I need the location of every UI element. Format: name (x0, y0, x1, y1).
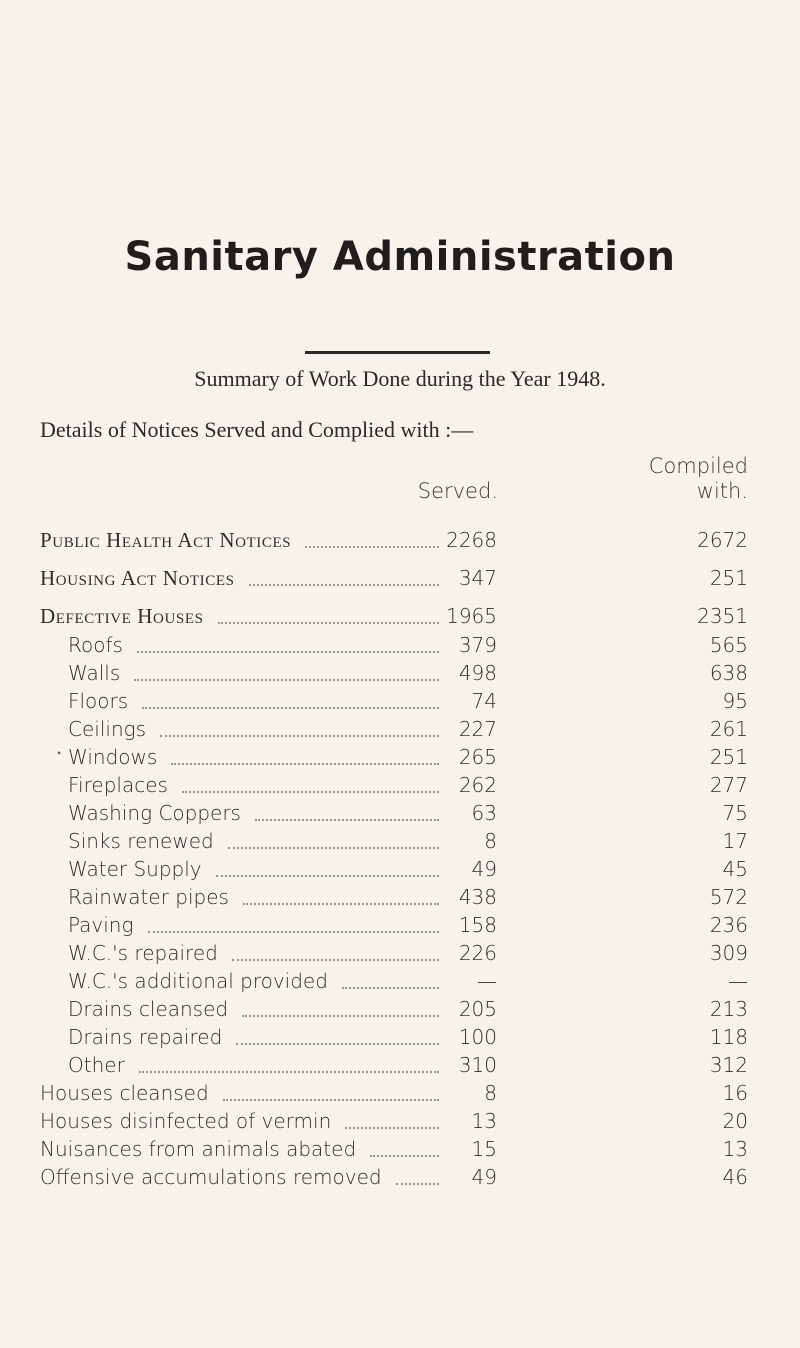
served-value: 63 (471, 801, 497, 825)
served-value: — (477, 969, 497, 993)
compiled-value: 309 (709, 941, 748, 965)
row-label: W.C.'s repaired (68, 941, 218, 965)
row-label: Public Health Act Notices (40, 528, 292, 552)
compiled-value: 46 (722, 1165, 748, 1189)
compiled-value: — (728, 969, 748, 993)
column-header-compiled (598, 454, 748, 504)
row-label: Paving (68, 913, 134, 937)
row-label: W.C.'s additional provided (68, 969, 328, 993)
row-label: Ceilings (68, 717, 147, 741)
table-row (0, 857, 800, 885)
leader-dots (134, 671, 439, 681)
table-row (0, 1081, 800, 1109)
served-value: 310 (458, 1053, 497, 1077)
table-row (0, 1137, 800, 1165)
compiled-value: 638 (709, 661, 748, 685)
leader-dots (137, 643, 439, 653)
compiled-value: 20 (722, 1109, 748, 1133)
served-value: 438 (458, 885, 497, 909)
row-label: Drains cleansed (68, 997, 229, 1021)
column-header-compiled-line1: Compiled (648, 454, 748, 478)
compiled-value: 17 (722, 829, 748, 853)
served-value: 13 (471, 1109, 497, 1133)
table-row (0, 801, 800, 829)
leader-dots (148, 923, 439, 933)
served-value: 15 (471, 1137, 497, 1161)
page-title: Sanitary Administration (124, 234, 676, 280)
compiled-value: 95 (722, 689, 748, 713)
table-row (0, 717, 800, 745)
row-label: Drains repaired (68, 1025, 223, 1049)
served-value: 2268 (446, 528, 497, 552)
table-row (0, 773, 800, 801)
row-label: Houses cleansed (40, 1081, 209, 1105)
row-label: Rainwater pipes (68, 885, 229, 909)
table-row (0, 745, 800, 773)
table-row (0, 661, 800, 689)
page-subtitle: Summary of Work Done during the Year 1948. (194, 366, 606, 391)
leader-dots (139, 1063, 439, 1073)
table-row (0, 997, 800, 1025)
served-value: 226 (458, 941, 497, 965)
table-row (0, 689, 800, 717)
table-row (0, 969, 800, 997)
compiled-value: 13 (722, 1137, 748, 1161)
served-value: 379 (458, 633, 497, 657)
table-row (0, 566, 800, 594)
served-value: 205 (458, 997, 497, 1021)
compiled-value: 251 (709, 745, 748, 769)
leader-dots (142, 699, 439, 709)
served-value: 498 (458, 661, 497, 685)
served-value: 49 (471, 1165, 497, 1189)
column-header-compiled-line2: with. (696, 479, 748, 503)
row-label: Washing Coppers (68, 801, 241, 825)
column-header-served: Served. (417, 479, 498, 503)
compiled-value: 213 (709, 997, 748, 1021)
table-row (0, 633, 800, 661)
row-label: Windows (68, 745, 158, 769)
table-row (0, 604, 800, 632)
served-value: 227 (458, 717, 497, 741)
row-label: Houses disinfected of vermin (40, 1109, 332, 1133)
row-label: Defective Houses (40, 604, 204, 628)
row-label: Housing Act Notices (40, 566, 235, 590)
compiled-value: 572 (709, 885, 748, 909)
table-row (0, 1025, 800, 1053)
table-row (0, 829, 800, 857)
compiled-value: 565 (709, 633, 748, 657)
compiled-value: 16 (722, 1081, 748, 1105)
details-heading: Details of Notices Served and Complied with :— (40, 417, 474, 442)
row-label: Roofs (68, 633, 123, 657)
compiled-value: 312 (709, 1053, 748, 1077)
table-row (0, 885, 800, 913)
row-label: Fireplaces (68, 773, 168, 797)
row-label: Other (68, 1053, 125, 1077)
served-value: 262 (458, 773, 497, 797)
compiled-value: 277 (709, 773, 748, 797)
served-value: 8 (484, 1081, 497, 1105)
ink-mark: • (57, 746, 62, 760)
table-row (0, 1053, 800, 1081)
row-label: Water Supply (68, 857, 202, 881)
row-label: Walls (68, 661, 121, 685)
table-row (0, 528, 800, 556)
row-label: Nuisances from animals abated (40, 1137, 357, 1161)
table-row (0, 1165, 800, 1193)
row-label: Floors (68, 689, 129, 713)
row-label: Offensive accumulations removed (40, 1165, 382, 1189)
served-value: 74 (471, 689, 497, 713)
compiled-value: 236 (709, 913, 748, 937)
table-row (0, 941, 800, 969)
compiled-value: 75 (722, 801, 748, 825)
compiled-value: 2351 (697, 604, 748, 628)
title-underline (305, 351, 490, 354)
table-row (0, 1109, 800, 1137)
served-value: 347 (458, 566, 497, 590)
served-value: 49 (471, 857, 497, 881)
compiled-value: 251 (709, 566, 748, 590)
compiled-value: 261 (709, 717, 748, 741)
table-row (0, 913, 800, 941)
row-label: Sinks renewed (68, 829, 214, 853)
served-value: 100 (458, 1025, 497, 1049)
served-value: 1965 (446, 604, 497, 628)
served-value: 158 (458, 913, 497, 937)
served-value: 8 (484, 829, 497, 853)
compiled-value: 45 (722, 857, 748, 881)
compiled-value: 118 (709, 1025, 748, 1049)
compiled-value: 2672 (697, 528, 748, 552)
served-value: 265 (458, 745, 497, 769)
